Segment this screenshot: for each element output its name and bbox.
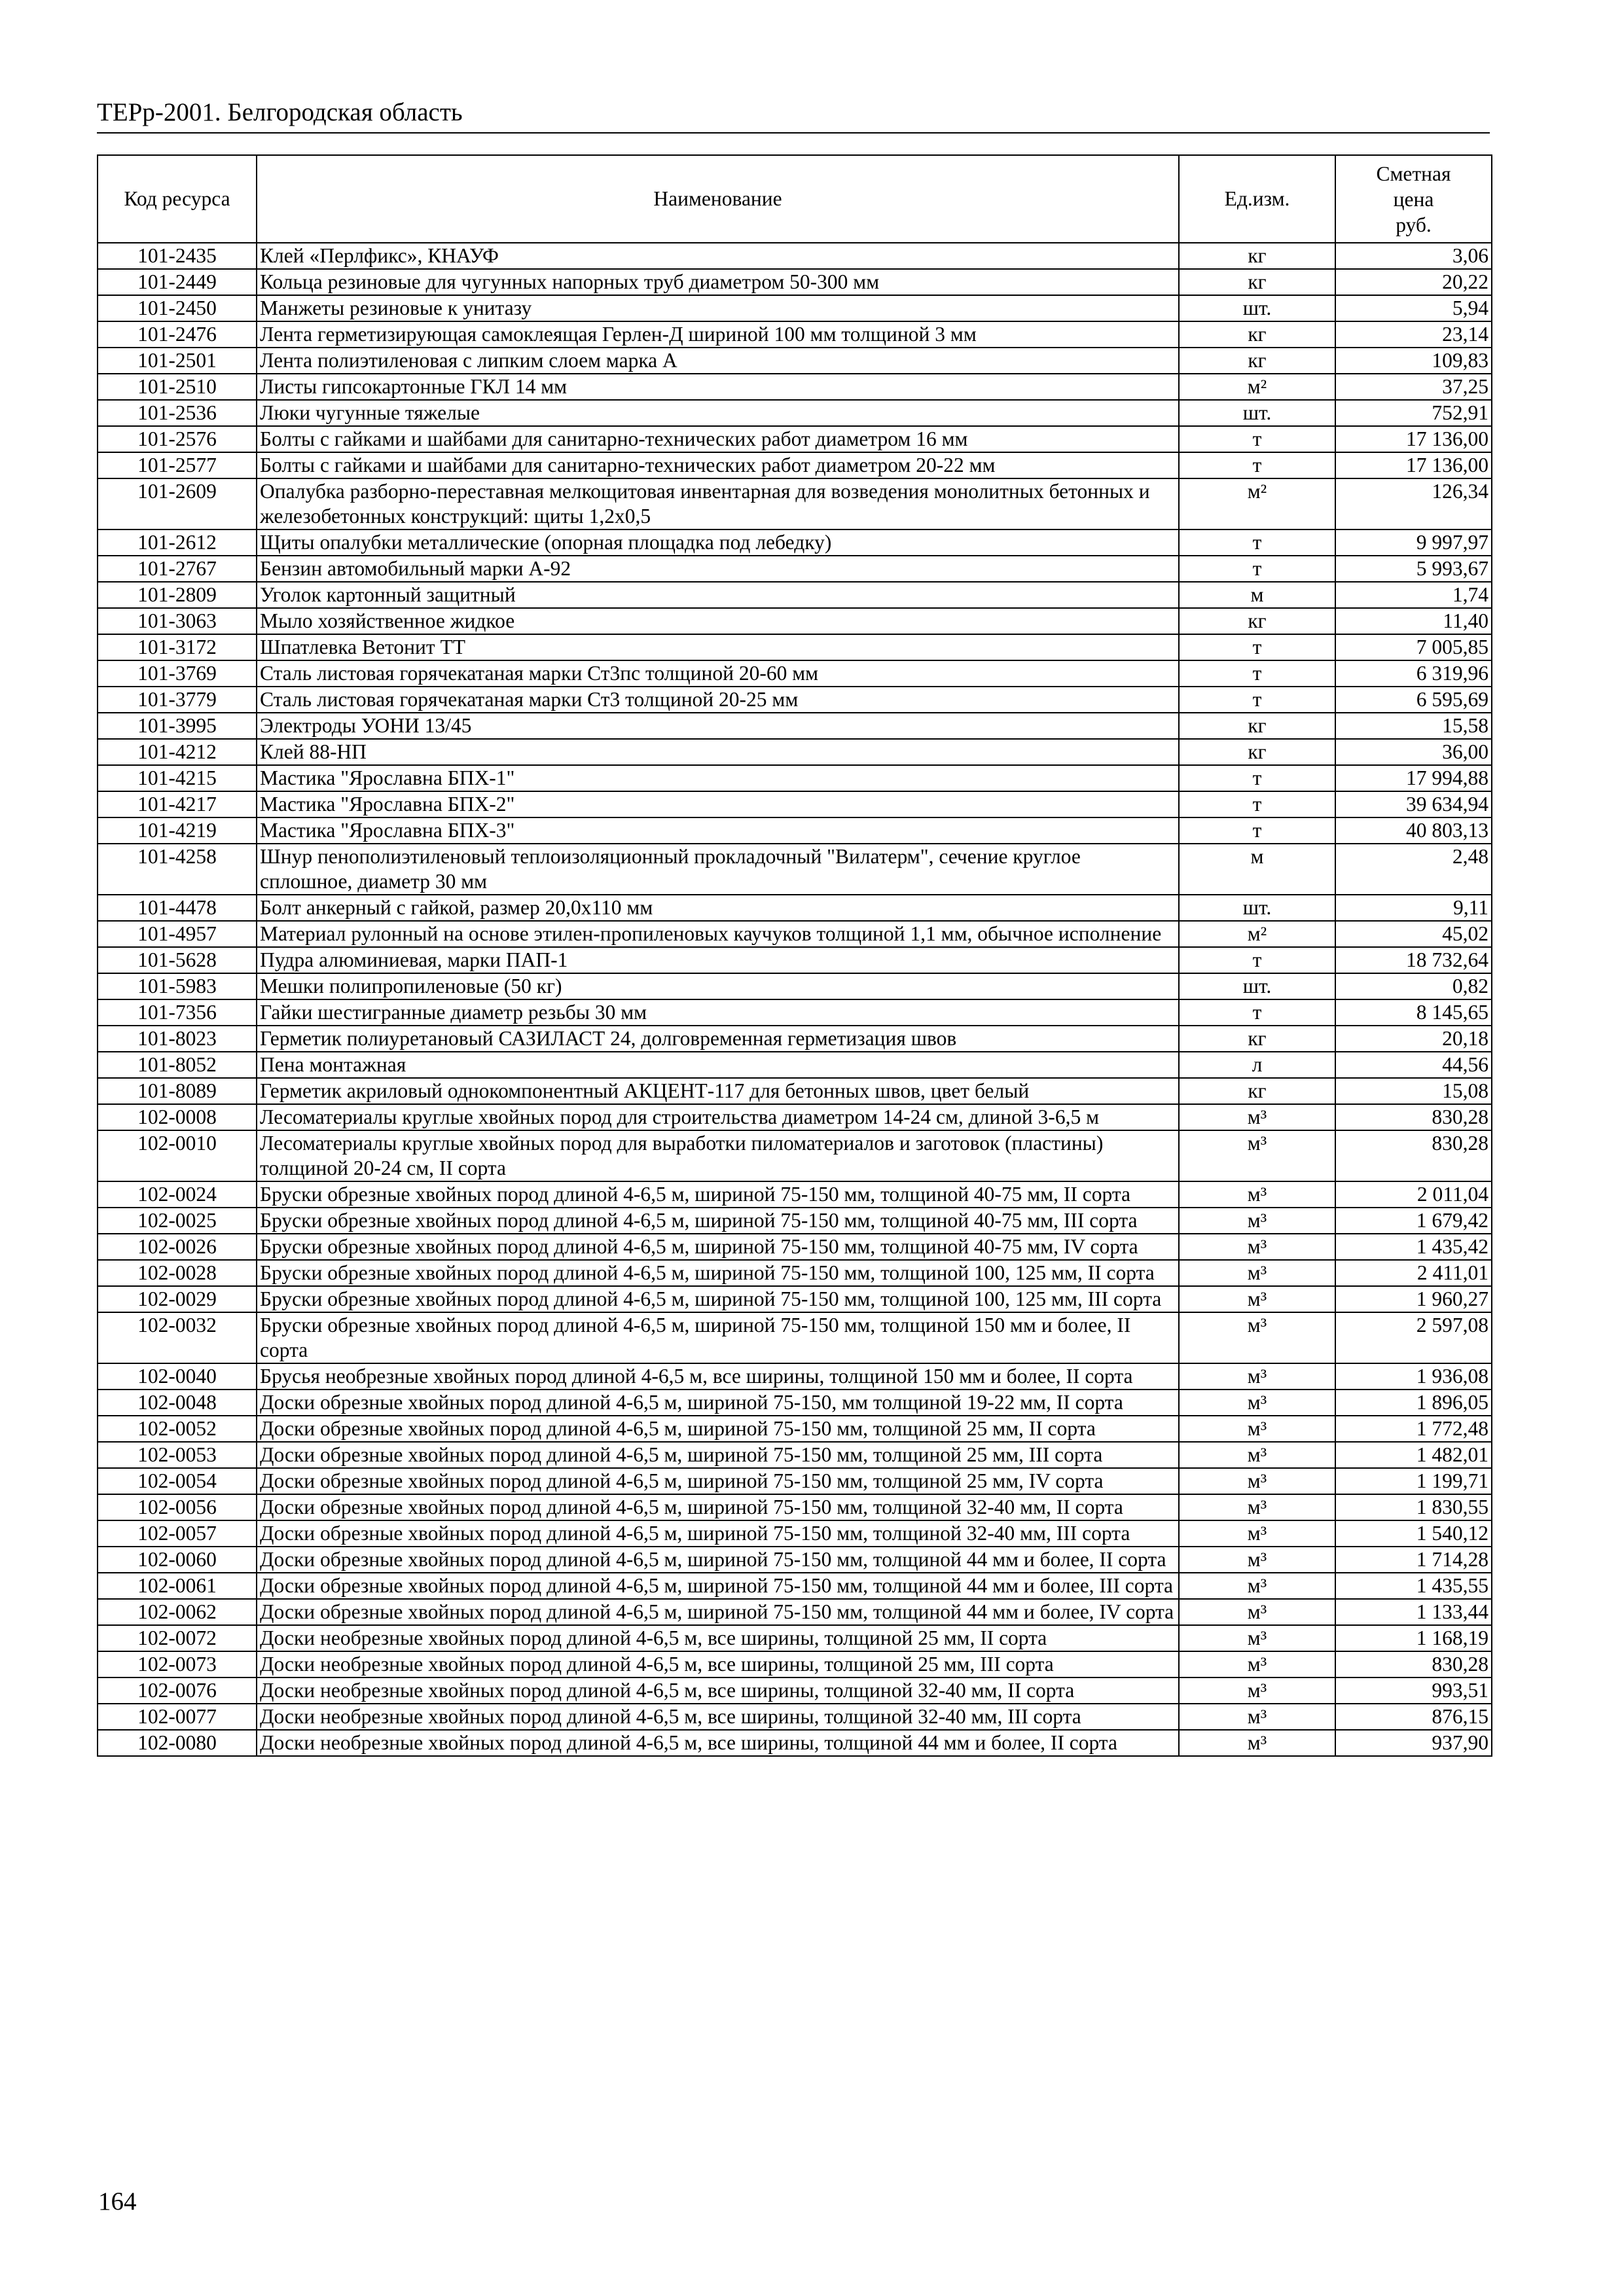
cell-code: 102-0028: [98, 1260, 257, 1286]
cell-price: 17 994,88: [1335, 765, 1492, 791]
table-row: [98, 1494, 1492, 1520]
price-table: [97, 154, 1492, 1757]
table-header-row: [98, 155, 1492, 243]
table-row: [98, 1416, 1492, 1442]
cell-name: Манжеты резиновые к унитазу: [257, 295, 1179, 321]
table-row: [98, 660, 1492, 687]
cell-unit: м³: [1179, 1547, 1335, 1573]
table-row: [98, 400, 1492, 426]
cell-name: Доски необрезные хвойных пород длиной 4-6,5 м, все ширины, толщиной 32-40 мм, III сорта: [257, 1704, 1179, 1730]
table-row: [98, 1730, 1492, 1756]
cell-name: Доски необрезные хвойных пород длиной 4-6,5 м, все ширины, толщиной 32-40 мм, II сорта: [257, 1677, 1179, 1704]
cell-unit: т: [1179, 529, 1335, 556]
cell-code: 101-3063: [98, 608, 257, 634]
table-row: [98, 1468, 1492, 1494]
table-row: [98, 1625, 1492, 1651]
cell-code: 101-2612: [98, 529, 257, 556]
cell-unit: т: [1179, 660, 1335, 687]
cell-code: 102-0077: [98, 1704, 257, 1730]
cell-price: 830,28: [1335, 1104, 1492, 1130]
cell-code: 101-5628: [98, 947, 257, 973]
cell-price: 830,28: [1335, 1130, 1492, 1181]
cell-unit: м³: [1179, 1442, 1335, 1468]
cell-price: 109,83: [1335, 348, 1492, 374]
cell-name: Сталь листовая горячекатаная марки Ст3пс толщиной 20-60 мм: [257, 660, 1179, 687]
cell-unit: м³: [1179, 1130, 1335, 1181]
cell-name: Щиты опалубки металлические (опорная площадка под лебедку): [257, 529, 1179, 556]
cell-price: 752,91: [1335, 400, 1492, 426]
cell-price: 1 830,55: [1335, 1494, 1492, 1520]
cell-price: 1 482,01: [1335, 1442, 1492, 1468]
cell-code: 101-7356: [98, 999, 257, 1026]
cell-price: 18 732,64: [1335, 947, 1492, 973]
cell-name: Сталь листовая горячекатаная марки Ст3 толщиной 20-25 мм: [257, 687, 1179, 713]
cell-unit: кг: [1179, 269, 1335, 295]
cell-price: 36,00: [1335, 739, 1492, 765]
cell-name: Доски обрезные хвойных пород длиной 4-6,5 м, шириной 75-150 мм, толщиной 44 мм и более, III сорта: [257, 1573, 1179, 1599]
cell-price: 1 960,27: [1335, 1286, 1492, 1312]
cell-name: Кольца резиновые для чугунных напорных труб диаметром 50-300 мм: [257, 269, 1179, 295]
cell-unit: м²: [1179, 478, 1335, 529]
cell-code: 101-2577: [98, 452, 257, 478]
cell-code: 101-2767: [98, 556, 257, 582]
cell-price: 1 133,44: [1335, 1599, 1492, 1625]
cell-unit: т: [1179, 556, 1335, 582]
table-row: [98, 1260, 1492, 1286]
cell-unit: м³: [1179, 1625, 1335, 1651]
cell-name: Опалубка разборно-переставная мелкощитовая инвентарная для возведения монолитных бетонных и железобетонных конструкций: щиты 1,2х0,5: [257, 478, 1179, 529]
cell-price: 1 540,12: [1335, 1520, 1492, 1547]
cell-unit: шт.: [1179, 400, 1335, 426]
cell-code: 101-4215: [98, 765, 257, 791]
cell-unit: кг: [1179, 739, 1335, 765]
cell-unit: м²: [1179, 921, 1335, 947]
cell-unit: м³: [1179, 1573, 1335, 1599]
cell-price: 11,40: [1335, 608, 1492, 634]
header-rule: [97, 132, 1490, 134]
cell-unit: кг: [1179, 1078, 1335, 1104]
cell-name: Пена монтажная: [257, 1052, 1179, 1078]
cell-price: 937,90: [1335, 1730, 1492, 1756]
cell-unit: м²: [1179, 374, 1335, 400]
cell-name: Доски обрезные хвойных пород длиной 4-6,5 м, шириной 75-150 мм, толщиной 32-40 мм, III сорта: [257, 1520, 1179, 1547]
cell-unit: м³: [1179, 1599, 1335, 1625]
cell-code: 101-5983: [98, 973, 257, 999]
cell-name: Люки чугунные тяжелые: [257, 400, 1179, 426]
cell-code: 102-0008: [98, 1104, 257, 1130]
cell-unit: т: [1179, 634, 1335, 660]
cell-name: Бруски обрезные хвойных пород длиной 4-6,5 м, шириной 75-150 мм, толщиной 100, 125 мм, II сорта: [257, 1260, 1179, 1286]
table-row: [98, 478, 1492, 529]
cell-code: 101-2576: [98, 426, 257, 452]
cell-code: 101-2536: [98, 400, 257, 426]
table-row: [98, 1390, 1492, 1416]
table-row: [98, 739, 1492, 765]
cell-name: Листы гипсокартонные ГКЛ 14 мм: [257, 374, 1179, 400]
cell-name: Бруски обрезные хвойных пород длиной 4-6,5 м, шириной 75-150 мм, толщиной 40-75 мм, III сорта: [257, 1208, 1179, 1234]
table-row: [98, 1573, 1492, 1599]
table-row: [98, 973, 1492, 999]
cell-name: Болты с гайками и шайбами для санитарно-технических работ диаметром 20-22 мм: [257, 452, 1179, 478]
cell-code: 102-0040: [98, 1363, 257, 1390]
cell-name: Мастика "Ярославна БПХ-2": [257, 791, 1179, 817]
cell-code: 102-0056: [98, 1494, 257, 1520]
cell-unit: кг: [1179, 608, 1335, 634]
cell-code: 101-8023: [98, 1026, 257, 1052]
cell-name: Болты с гайками и шайбами для санитарно-технических работ диаметром 16 мм: [257, 426, 1179, 452]
cell-code: 101-2510: [98, 374, 257, 400]
table-row: [98, 817, 1492, 844]
column-header-unit: Ед.изм.: [1179, 155, 1335, 243]
cell-code: 101-2476: [98, 321, 257, 348]
table-row: [98, 1363, 1492, 1390]
cell-code: 101-2609: [98, 478, 257, 529]
cell-unit: кг: [1179, 1026, 1335, 1052]
table-row: [98, 844, 1492, 895]
cell-unit: т: [1179, 999, 1335, 1026]
cell-unit: кг: [1179, 321, 1335, 348]
table-row: [98, 529, 1492, 556]
cell-unit: м³: [1179, 1208, 1335, 1234]
cell-price: 1 435,55: [1335, 1573, 1492, 1599]
table-row: [98, 947, 1492, 973]
cell-code: 101-2450: [98, 295, 257, 321]
cell-name: Доски обрезные хвойных пород длиной 4-6,5 м, шириной 75-150 мм, толщиной 44 мм и более, IV сорта: [257, 1599, 1179, 1625]
cell-price: 6 319,96: [1335, 660, 1492, 687]
cell-price: 40 803,13: [1335, 817, 1492, 844]
cell-price: 3,06: [1335, 243, 1492, 269]
cell-price: 20,18: [1335, 1026, 1492, 1052]
cell-unit: м³: [1179, 1677, 1335, 1704]
cell-name: Пудра алюминиевая, марки ПАП-1: [257, 947, 1179, 973]
cell-code: 102-0062: [98, 1599, 257, 1625]
cell-unit: м³: [1179, 1312, 1335, 1363]
table-row: [98, 687, 1492, 713]
cell-code: 102-0032: [98, 1312, 257, 1363]
table-row: [98, 921, 1492, 947]
cell-code: 101-2501: [98, 348, 257, 374]
cell-code: 102-0060: [98, 1547, 257, 1573]
cell-code: 101-2435: [98, 243, 257, 269]
table-row: [98, 634, 1492, 660]
cell-code: 102-0026: [98, 1234, 257, 1260]
table-row: [98, 374, 1492, 400]
cell-unit: л: [1179, 1052, 1335, 1078]
cell-unit: м³: [1179, 1704, 1335, 1730]
cell-name: Доски обрезные хвойных пород длиной 4-6,5 м, шириной 75-150 мм, толщиной 32-40 мм, II сорта: [257, 1494, 1179, 1520]
cell-name: Бензин автомобильный марки А-92: [257, 556, 1179, 582]
cell-code: 101-3172: [98, 634, 257, 660]
cell-price: 876,15: [1335, 1704, 1492, 1730]
column-header-price-line: Сметная: [1376, 162, 1451, 185]
cell-name: Электроды УОНИ 13/45: [257, 713, 1179, 739]
cell-unit: кг: [1179, 713, 1335, 739]
cell-price: 2 011,04: [1335, 1181, 1492, 1208]
cell-unit: т: [1179, 817, 1335, 844]
cell-code: 102-0010: [98, 1130, 257, 1181]
cell-name: Шпатлевка Ветонит ТТ: [257, 634, 1179, 660]
cell-name: Доски необрезные хвойных пород длиной 4-6,5 м, все ширины, толщиной 25 мм, III сорта: [257, 1651, 1179, 1677]
cell-name: Доски обрезные хвойных пород длиной 4-6,5 м, шириной 75-150 мм, толщиной 25 мм, IV сорта: [257, 1468, 1179, 1494]
cell-price: 1 168,19: [1335, 1625, 1492, 1651]
cell-name: Клей «Перлфикс», КНАУФ: [257, 243, 1179, 269]
cell-unit: кг: [1179, 243, 1335, 269]
cell-name: Лесоматериалы круглые хвойных пород для строительства диаметром 14-24 см, длиной 3-6,5 м: [257, 1104, 1179, 1130]
cell-name: Герметик акриловый однокомпонентный АКЦЕНТ-117 для бетонных швов, цвет белый: [257, 1078, 1179, 1104]
cell-name: Болт анкерный с гайкой, размер 20,0х110 мм: [257, 895, 1179, 921]
cell-price: 15,58: [1335, 713, 1492, 739]
cell-price: 7 005,85: [1335, 634, 1492, 660]
cell-unit: т: [1179, 426, 1335, 452]
cell-code: 102-0024: [98, 1181, 257, 1208]
table-row: [98, 321, 1492, 348]
table-row: [98, 1704, 1492, 1730]
cell-code: 102-0025: [98, 1208, 257, 1234]
cell-name: Бруски обрезные хвойных пород длиной 4-6,5 м, шириной 75-150 мм, толщиной 150 мм и более, II сорта: [257, 1312, 1179, 1363]
cell-name: Доски необрезные хвойных пород длиной 4-6,5 м, все ширины, толщиной 44 мм и более, II сорта: [257, 1730, 1179, 1756]
cell-unit: шт.: [1179, 295, 1335, 321]
cell-code: 102-0076: [98, 1677, 257, 1704]
cell-name: Мастика "Ярославна БПХ-1": [257, 765, 1179, 791]
cell-price: 2,48: [1335, 844, 1492, 895]
cell-name: Мешки полипропиленовые (50 кг): [257, 973, 1179, 999]
cell-name: Материал рулонный на основе этилен-пропиленовых каучуков толщиной 1,1 мм, обычное исполнение: [257, 921, 1179, 947]
table-row: [98, 582, 1492, 608]
cell-price: 5 993,67: [1335, 556, 1492, 582]
cell-name: Доски обрезные хвойных пород длиной 4-6,5 м, шириной 75-150 мм, толщиной 44 мм и более, II сорта: [257, 1547, 1179, 1573]
cell-unit: м³: [1179, 1286, 1335, 1312]
cell-price: 17 136,00: [1335, 452, 1492, 478]
table-row: [98, 426, 1492, 452]
column-header-code: Код ресурса: [98, 155, 257, 243]
cell-name: Мастика "Ярославна БПХ-3": [257, 817, 1179, 844]
cell-price: 1,74: [1335, 582, 1492, 608]
cell-code: 102-0029: [98, 1286, 257, 1312]
cell-price: 2 597,08: [1335, 1312, 1492, 1363]
table-row: [98, 1651, 1492, 1677]
cell-price: 39 634,94: [1335, 791, 1492, 817]
cell-name: Герметик полиуретановый САЗИЛАСТ 24, долговременная герметизация швов: [257, 1026, 1179, 1052]
cell-code: 101-4258: [98, 844, 257, 895]
table-row: [98, 243, 1492, 269]
cell-price: 45,02: [1335, 921, 1492, 947]
cell-code: 102-0053: [98, 1442, 257, 1468]
cell-unit: шт.: [1179, 895, 1335, 921]
cell-code: 101-8089: [98, 1078, 257, 1104]
cell-unit: т: [1179, 687, 1335, 713]
cell-unit: м³: [1179, 1260, 1335, 1286]
cell-unit: м³: [1179, 1234, 1335, 1260]
cell-unit: м³: [1179, 1390, 1335, 1416]
cell-code: 101-4219: [98, 817, 257, 844]
page-number: 164: [98, 2187, 137, 2215]
table-row: [98, 765, 1492, 791]
cell-unit: м³: [1179, 1363, 1335, 1390]
cell-name: Уголок картонный защитный: [257, 582, 1179, 608]
table-row: [98, 999, 1492, 1026]
table-row: [98, 295, 1492, 321]
cell-name: Бруски обрезные хвойных пород длиной 4-6,5 м, шириной 75-150 мм, толщиной 100, 125 мм, III сорта: [257, 1286, 1179, 1312]
table-row: [98, 713, 1492, 739]
cell-code: 102-0061: [98, 1573, 257, 1599]
table-row: [98, 1104, 1492, 1130]
cell-code: 101-3769: [98, 660, 257, 687]
cell-name: Брусья необрезные хвойных пород длиной 4-6,5 м, все ширины, толщиной 150 мм и более, II сорта: [257, 1363, 1179, 1390]
table-row: [98, 1520, 1492, 1547]
table-row: [98, 1234, 1492, 1260]
cell-price: 9,11: [1335, 895, 1492, 921]
cell-unit: м³: [1179, 1651, 1335, 1677]
table-row: [98, 1026, 1492, 1052]
column-header-price-line: цена: [1393, 187, 1434, 211]
table-body: [98, 243, 1492, 1756]
cell-price: 5,94: [1335, 295, 1492, 321]
cell-unit: м³: [1179, 1520, 1335, 1547]
cell-code: 102-0057: [98, 1520, 257, 1547]
cell-name: Бруски обрезные хвойных пород длиной 4-6,5 м, шириной 75-150 мм, толщиной 40-75 мм, IV сорта: [257, 1234, 1179, 1260]
cell-code: 101-8052: [98, 1052, 257, 1078]
table-row: [98, 1208, 1492, 1234]
cell-unit: м³: [1179, 1181, 1335, 1208]
cell-name: Клей 88-НП: [257, 739, 1179, 765]
cell-code: 102-0080: [98, 1730, 257, 1756]
cell-unit: кг: [1179, 348, 1335, 374]
cell-code: 102-0048: [98, 1390, 257, 1416]
cell-name: Бруски обрезные хвойных пород длиной 4-6,5 м, шириной 75-150 мм, толщиной 40-75 мм, II сорта: [257, 1181, 1179, 1208]
cell-price: 1 199,71: [1335, 1468, 1492, 1494]
cell-code: 101-4478: [98, 895, 257, 921]
cell-unit: м³: [1179, 1468, 1335, 1494]
table-row: [98, 1547, 1492, 1573]
cell-name: Лента герметизирующая самоклеящая Герлен-Д шириной 100 мм толщиной 3 мм: [257, 321, 1179, 348]
cell-code: 101-4217: [98, 791, 257, 817]
table-row: [98, 895, 1492, 921]
cell-name: Мыло хозяйственное жидкое: [257, 608, 1179, 634]
cell-price: 37,25: [1335, 374, 1492, 400]
cell-price: 830,28: [1335, 1651, 1492, 1677]
table-row: [98, 556, 1492, 582]
table-row: [98, 1442, 1492, 1468]
cell-unit: м³: [1179, 1730, 1335, 1756]
column-header-price: [1335, 155, 1492, 243]
cell-code: 101-2809: [98, 582, 257, 608]
cell-price: 1 936,08: [1335, 1363, 1492, 1390]
cell-code: 102-0072: [98, 1625, 257, 1651]
table-row: [98, 1181, 1492, 1208]
cell-price: 1 714,28: [1335, 1547, 1492, 1573]
cell-unit: м³: [1179, 1416, 1335, 1442]
cell-code: 101-2449: [98, 269, 257, 295]
cell-code: 101-4957: [98, 921, 257, 947]
cell-name: Гайки шестигранные диаметр резьбы 30 мм: [257, 999, 1179, 1026]
cell-unit: м: [1179, 844, 1335, 895]
cell-code: 101-3779: [98, 687, 257, 713]
cell-code: 102-0052: [98, 1416, 257, 1442]
cell-unit: м³: [1179, 1104, 1335, 1130]
table-row: [98, 1286, 1492, 1312]
cell-unit: т: [1179, 791, 1335, 817]
cell-price: 8 145,65: [1335, 999, 1492, 1026]
cell-price: 1 679,42: [1335, 1208, 1492, 1234]
cell-name: Доски обрезные хвойных пород длиной 4-6,5 м, шириной 75-150, мм толщиной 19-22 мм, II сорта: [257, 1390, 1179, 1416]
table-row: [98, 1312, 1492, 1363]
cell-unit: т: [1179, 765, 1335, 791]
cell-name: Лесоматериалы круглые хвойных пород для выработки пиломатериалов и заготовок (пластины) толщиной 20-24 см, II сорта: [257, 1130, 1179, 1181]
table-row: [98, 269, 1492, 295]
cell-name: Доски обрезные хвойных пород длиной 4-6,5 м, шириной 75-150 мм, толщиной 25 мм, III сорта: [257, 1442, 1179, 1468]
table-row: [98, 348, 1492, 374]
cell-price: 0,82: [1335, 973, 1492, 999]
cell-name: Лента полиэтиленовая с липким слоем марка А: [257, 348, 1179, 374]
cell-code: 102-0054: [98, 1468, 257, 1494]
cell-unit: шт.: [1179, 973, 1335, 999]
table-row: [98, 1052, 1492, 1078]
cell-unit: м³: [1179, 1494, 1335, 1520]
cell-price: 1 772,48: [1335, 1416, 1492, 1442]
cell-unit: т: [1179, 452, 1335, 478]
cell-unit: м: [1179, 582, 1335, 608]
cell-price: 6 595,69: [1335, 687, 1492, 713]
cell-price: 1 896,05: [1335, 1390, 1492, 1416]
cell-name: Шнур пенополиэтиленовый теплоизоляционный прокладочный "Вилатерм", сечение круглое сплошное, диаметр 30 мм: [257, 844, 1179, 895]
cell-price: 44,56: [1335, 1052, 1492, 1078]
column-header-price-line: руб.: [1396, 213, 1432, 236]
cell-code: 101-4212: [98, 739, 257, 765]
cell-price: 20,22: [1335, 269, 1492, 295]
table-row: [98, 608, 1492, 634]
cell-price: 1 435,42: [1335, 1234, 1492, 1260]
cell-price: 23,14: [1335, 321, 1492, 348]
table-row: [98, 452, 1492, 478]
cell-price: 15,08: [1335, 1078, 1492, 1104]
cell-price: 126,34: [1335, 478, 1492, 529]
table-row: [98, 1078, 1492, 1104]
running-header: ТЕРр-2001. Белгородская область: [97, 98, 463, 126]
cell-name: Доски обрезные хвойных пород длиной 4-6,5 м, шириной 75-150 мм, толщиной 25 мм, II сорта: [257, 1416, 1179, 1442]
cell-price: 2 411,01: [1335, 1260, 1492, 1286]
table-row: [98, 1130, 1492, 1181]
cell-name: Доски необрезные хвойных пород длиной 4-6,5 м, все ширины, толщиной 25 мм, II сорта: [257, 1625, 1179, 1651]
cell-code: 101-3995: [98, 713, 257, 739]
cell-price: 993,51: [1335, 1677, 1492, 1704]
cell-code: 102-0073: [98, 1651, 257, 1677]
table-row: [98, 1599, 1492, 1625]
cell-price: 17 136,00: [1335, 426, 1492, 452]
column-header-name: Наименование: [257, 155, 1179, 243]
cell-unit: т: [1179, 947, 1335, 973]
table-row: [98, 791, 1492, 817]
table-row: [98, 1677, 1492, 1704]
cell-price: 9 997,97: [1335, 529, 1492, 556]
